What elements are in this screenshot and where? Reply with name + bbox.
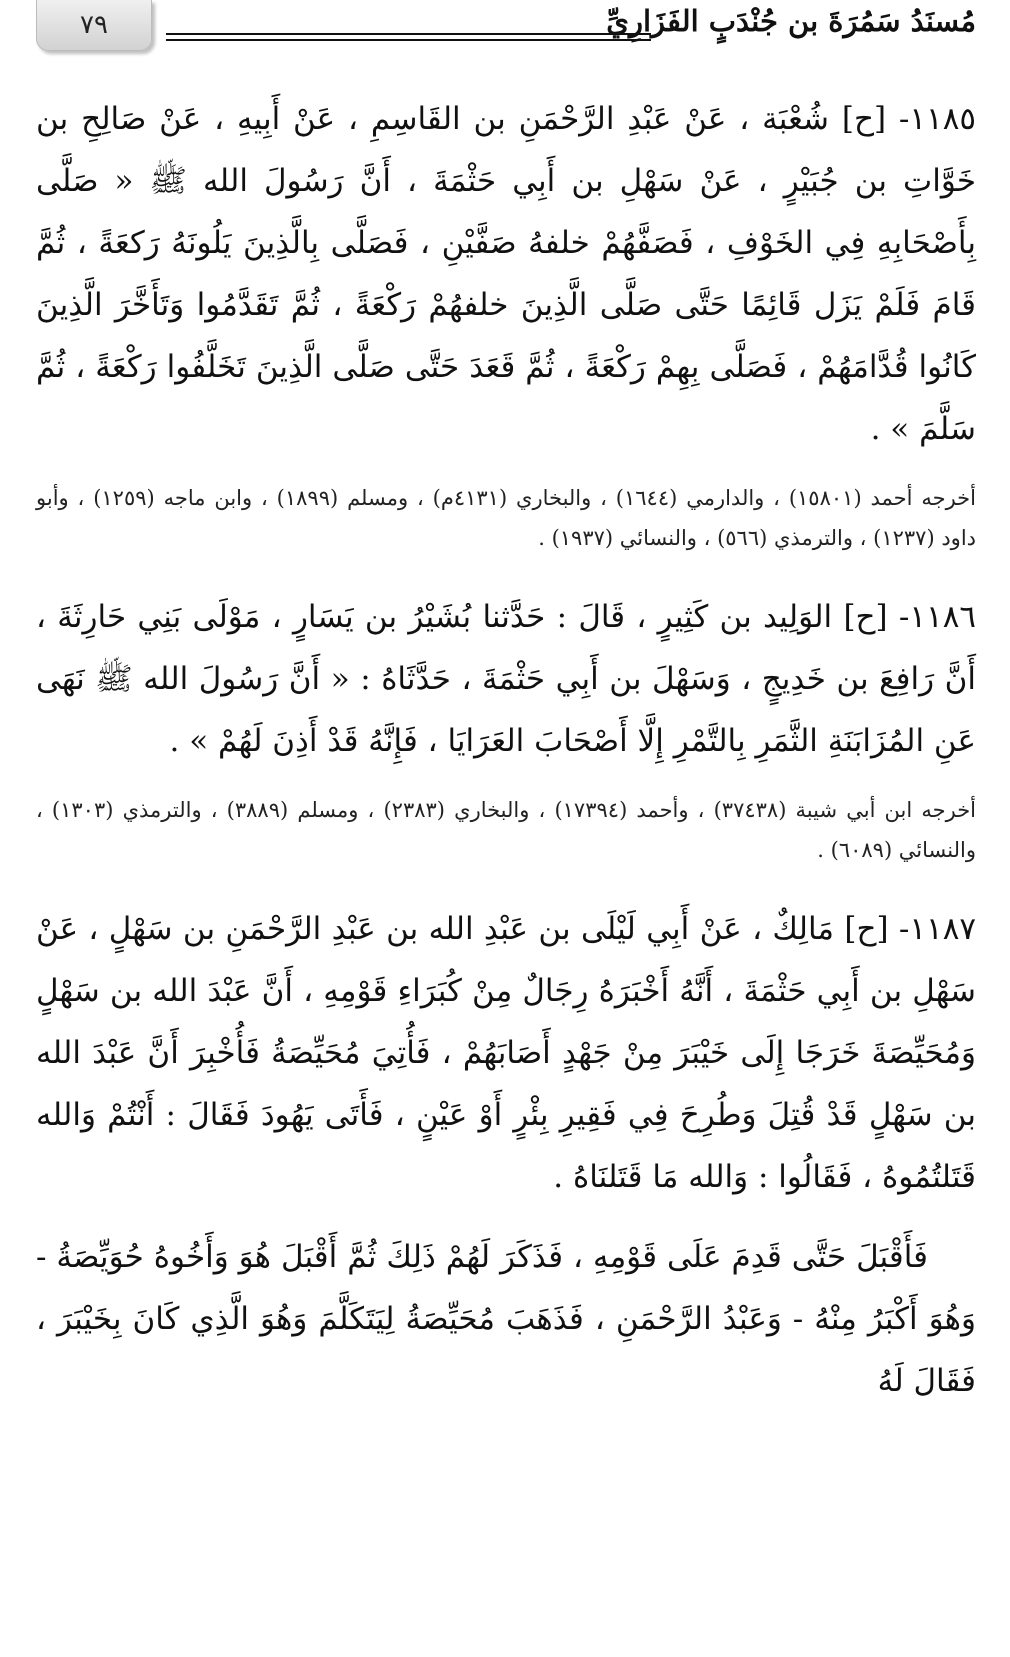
hadith-1186-takhrij: أخرجه ابن أبي شيبة (٣٧٤٣٨) ، وأحمد (١٧٣٩٤) ، والبخاري (٢٣٨٣) ، ومسلم (٣٨٨٩) ، والترمذي (١٣٠٣) ، والنسائي (٦٠٨٩) . xyxy=(36,798,977,862)
header-rule xyxy=(166,33,651,35)
hadith-1185-takhrij: أخرجه أحمد (١٥٨٠١) ، والدارمي (١٦٤٤) ، والبخاري (٤١٣١م) ، ومسلم (١٨٩٩) ، وابن ماجه (١٢٥٩) ، وأبو داود (١٢٣٧) ، والترمذي (٥٦٦) ، والنسائي (١٩٣٧) . xyxy=(36,486,976,550)
running-title: مُسنَدُ سَمُرَةَ بن جُنْدَبٍ الفَزَارِيِّ xyxy=(606,4,976,38)
page-body xyxy=(36,88,976,1412)
header-rule xyxy=(166,39,651,41)
page-number-badge: ٧٩ xyxy=(36,0,152,51)
hadith-1185-text: ١١٨٥- [ح] شُعْبَة ، عَنْ عَبْدِ الرَّحْمَنِ بن القَاسِمِ ، عَنْ أَبِيهِ ، عَنْ صَالِحِ بن خَوَّاتِ بن جُبَيْرٍ ، عَنْ سَهْلِ بن أَبِي حَثْمَةَ ، أَنَّ رَسُولَ الله ﷺ « صَلَّى بِأَصْحَابِهِ فِي الخَوْفِ ، فَصَفَّهُمْ خلفهُ صَفَّيْنِ ، فَصَلَّى بِالَّذِينَ يَلُونَهُ رَكعَةً ، ثُمَّ قَامَ فَلَمْ يَزَل قَائِمًا حَتَّى صَلَّى الَّذِينَ خلفهُمْ رَكْعَةً ، ثُمَّ تَقَدَّمُوا وَتَأَخَّرَ الَّذِينَ كَانُوا قُدَّامَهُمْ ، فَصَلَّى بِهِمْ رَكْعَةً ، ثُمَّ قَعَدَ حَتَّى صَلَّى الَّذِينَ تَخَلَّفُوا رَكْعَةً ، ثُمَّ سَلَّمَ » . xyxy=(36,101,976,447)
page-header xyxy=(36,0,976,64)
hadith-1186-text: ١١٨٦- [ح] الوَلِيد بن كَثِيرٍ ، قَالَ : حَدَّثنا بُشَيْرُ بن يَسَارٍ ، مَوْلَى بَنِي حَارِثَةَ ، أَنَّ رَافِعَ بن خَدِيجٍ ، وَسَهْلَ بن أَبِي حَثْمَةَ ، حَدَّثَاهُ : « أَنَّ رَسُولَ الله ﷺ نَهَى عَنِ المُزَابَنَةِ الثَّمَرِ بِالتَّمْرِ إِلَّا أَصْحَابَ العَرَايَا ، فَإِنَّهُ قَدْ أَذِنَ لَهُمْ » . xyxy=(36,599,976,759)
hadith-1187-text: ١١٨٧- [ح] مَالِكٌ ، عَنْ أَبِي لَيْلَى بن عَبْدِ الله بن عَبْدِ الرَّحْمَنِ بن سَهْلٍ ، عَنْ سَهْلِ بن أَبِي حَثْمَةَ ، أَنَّهُ أَخْبَرَهُ رِجَالٌ مِنْ كُبَرَاءِ قَوْمِهِ ، أَنَّ عَبْدَ الله بن سَهْلٍ وَمُحَيِّصَةَ خَرَجَا إِلَى خَيْبَرَ مِنْ جَهْدٍ أَصَابَهُمْ ، فَأُتِيَ مُحَيِّصَةُ فَأُخْبِرَ أَنَّ عَبْدَ الله بن سَهْلٍ قَدْ قُتِلَ وَطُرِحَ فِي فَقِيرِ بِئْرٍ أَوْ عَيْنٍ ، فَأَتَى يَهُودَ فَقَالَ : أَنْتُمْ وَالله قَتَلتُمُوهُ ، فَقَالُوا : وَالله مَا قَتَلنَاهُ . xyxy=(36,911,976,1195)
hadith-1187-continuation: فَأَقْبَلَ حَتَّى قَدِمَ عَلَى قَوْمِهِ ، فَذَكَرَ لَهُمْ ذَلِكَ ثُمَّ أَقْبَلَ هُوَ وَأَخُوهُ حُوَيِّصَةُ - وَهُوَ أَكْبَرُ مِنْهُ - وَعَبْدُ الرَّحْمَنِ ، فَذَهَبَ مُحَيِّصَةُ لِيَتَكَلَّمَ وَهُوَ الَّذِي كَانَ بِخَيْبَرَ ، فَقَالَ لَهُ xyxy=(36,1239,976,1399)
